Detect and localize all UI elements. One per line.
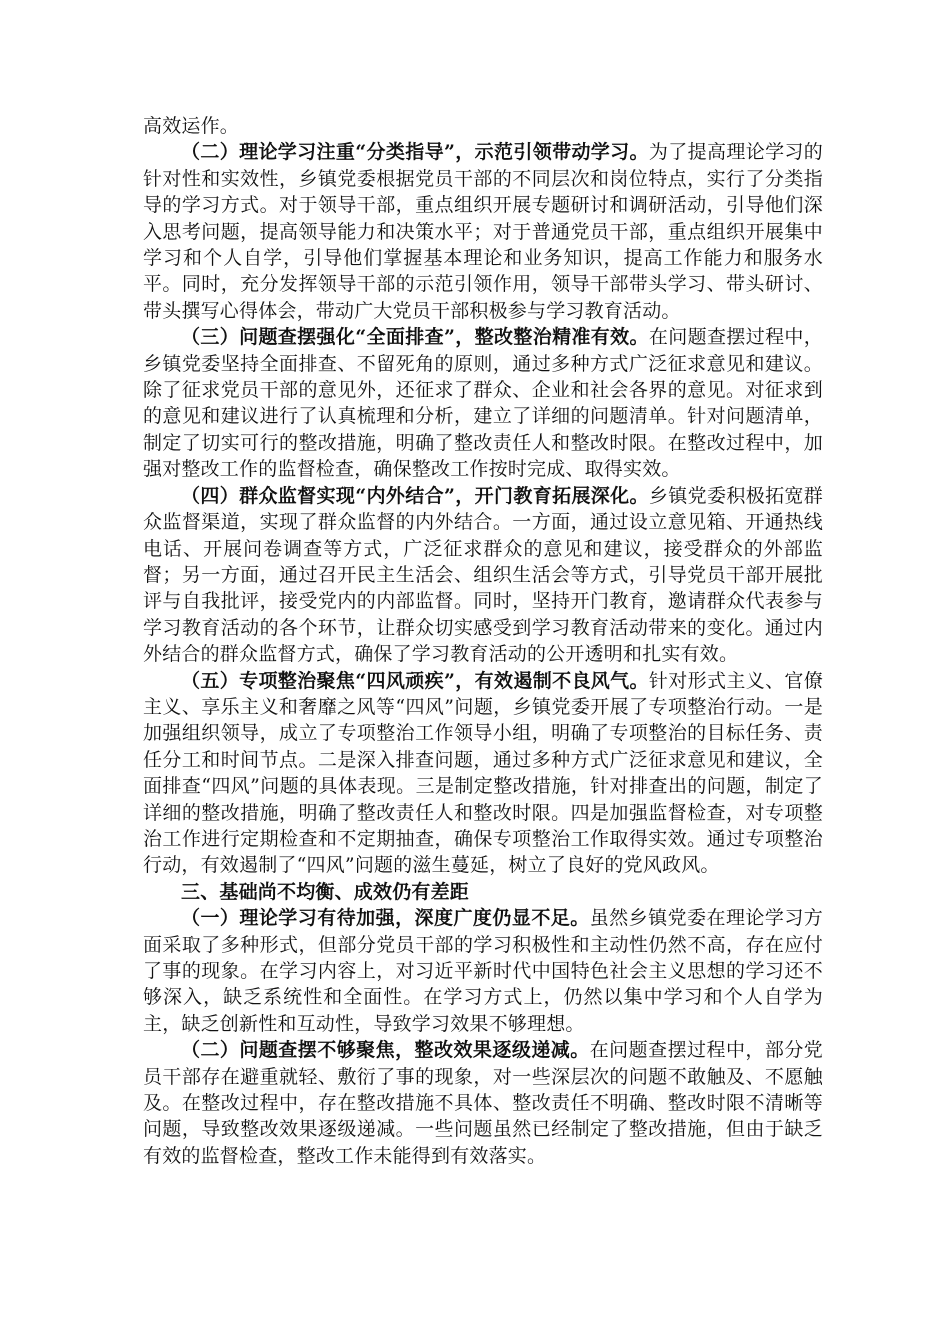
paragraph-four-winds — [143, 668, 823, 879]
paragraph-continuation — [143, 113, 823, 139]
paragraph-mass-supervision — [143, 483, 823, 668]
paragraph-lead: （二）理论学习注重“分类指导”，示范引领带动学习。 — [181, 141, 649, 164]
paragraph-lead: （三）问题查摆强化“全面排查”，整改整治精准有效。 — [181, 326, 649, 349]
section-heading-three: 三、基础尚不均衡、成效仍有差距 — [181, 880, 470, 903]
paragraph-body: 虽然乡镇党委在理论学习方面采取了多种形式，但部分党员干部的学习积极性和主动性仍然不高，存在应付了事的现象。在学习内容上，对习近平新时代中国特色社会主义思想的学习还不够深入，缺乏系统性和全面性。在学习方式上，仍然以集中学习和个人自学为主，缺乏创新性和互动性，导致学习效果不够理想。 — [143, 907, 824, 1035]
paragraph-body: 乡镇党委积极拓宽群众监督渠道，实现了群众监督的内外结合。一方面，通过设立意见箱、开通热线电话、开展问卷调查等方式，广泛征求群众的意见和建议，接受群众的外部监督；另一方面，通过召开民主生活会、组织生活会等方式，引导党员干部开展批评与自我批评，接受党内的内部监督。同时，坚持开门教育，邀请群众代表参与学习教育活动的各个环节，让群众切实感受到学习教育活动带来的变化。通过内外结合的群众监督方式，确保了学习教育活动的公开透明和扎实有效。 — [143, 484, 823, 666]
paragraph-rectification-gap — [143, 1037, 823, 1169]
paragraph-body: 为了提高理论学习的针对性和实效性，乡镇党委根据党员干部的不同层次和岗位特点，实行了分类指导的学习方式。对于领导干部，重点组织开展专题研讨和调研活动，引导他们深入思考问题，提高领导能力和决策水平；对于普通党员干部，重点组织开展集中学习和个人自学，引导他们掌握基本理论和业务知识，提高工作能力和服务水平。同时，充分发挥领导干部的示范引领作用，领导干部带头学习、带头研讨、带头撰写心得体会，带动广大党员干部积极参与学习教育活动。 — [143, 141, 823, 322]
paragraph-lead: （二）问题查摆不够聚焦，整改效果逐级递减。 — [181, 1039, 590, 1062]
paragraph-classified-guidance — [143, 139, 823, 324]
paragraph-lead: （五）专项整治聚焦“四风顽疾”，有效遏制不良风气。 — [181, 669, 649, 692]
paragraph-body: 高效运作。 — [143, 115, 240, 137]
paragraph-lead: （一）理论学习有待加强，深度广度仍显不足。 — [181, 907, 590, 930]
paragraph-body: 针对形式主义、官僚主义、享乐主义和奢靡之风等“四风”问题，乡镇党委开展了专项整治行动。一是加强组织领导，成立了专项整治工作领导小组，明确了专项整治的目标任务、责任分工和时间节点。二是深入排查问题，通过多种方式广泛征求意见和建议，全面排查“四风”问题的具体表现。三是制定整改措施，针对排查出的问题，制定了详细的整改措施，明确了整改责任人和整改时限。四是加强监督检查，对专项整治工作进行定期检查和不定期抽查，确保专项整治工作取得实效。通过专项整治行动，有效遏制了“四风”问题的滋生蔓延，树立了良好的党风政风。 — [143, 669, 823, 877]
paragraph-comprehensive-check — [143, 324, 823, 482]
paragraph-theory-study-gap — [143, 905, 823, 1037]
paragraph-lead: （四）群众监督实现“内外结合”，开门教育拓展深化。 — [181, 484, 649, 507]
paragraph-body: 在问题查摆过程中，乡镇党委坚持全面排查、不留死角的原则，通过多种方式广泛征求意见和建议。除了征求党员干部的意见外，还征求了群众、企业和社会各界的意见。对征求到的意见和建议进行了认真梳理和分析，建立了详细的问题清单。针对问题清单，制定了切实可行的整改措施，明确了整改责任人和整改时限。在整改过程中，加强对整改工作的监督检查，确保整改工作按时完成、取得实效。 — [143, 326, 823, 481]
paragraph-body: 在问题查摆过程中，部分党员干部存在避重就轻、敷衍了事的现象，对一些深层次的问题不敢触及、不愿触及。在整改过程中，存在整改措施不具体、整改责任不明确、整改时限不清晰等问题，导致整改效果逐级递减。一些问题虽然已经制定了整改措施，但由于缺乏有效的监督检查，整改工作未能得到有效落实。 — [143, 1039, 824, 1167]
document-body — [143, 113, 823, 1169]
